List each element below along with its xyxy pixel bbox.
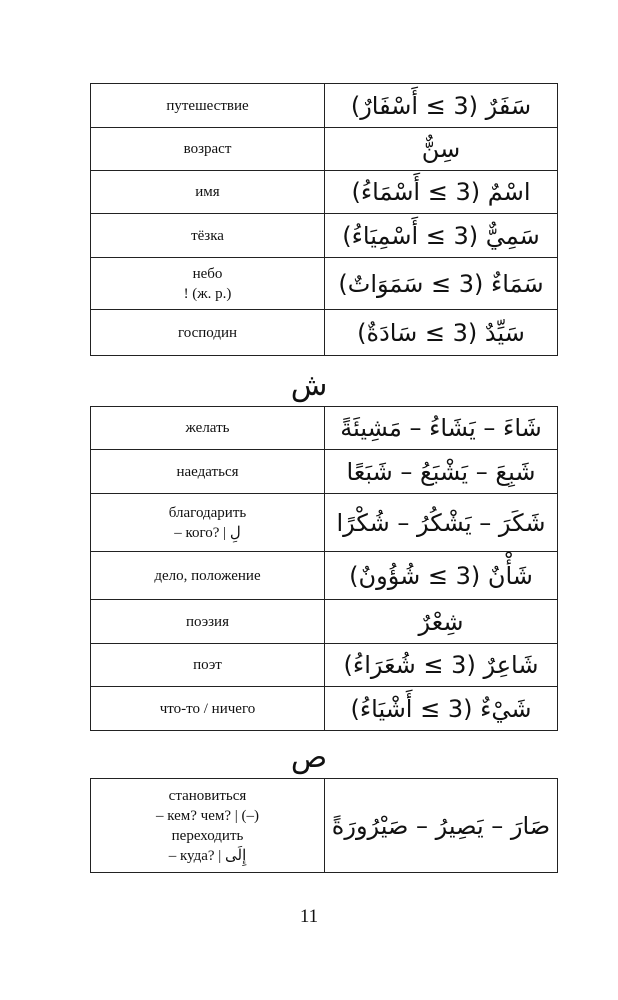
- table-row: [91, 407, 558, 450]
- russian-text: – кем? чем? | (–): [155, 807, 260, 824]
- table-row: [91, 779, 558, 873]
- russian-cell: [91, 171, 325, 214]
- arabic-cell: شَاءَ – يَشَاءُ – مَشِيئَةً: [325, 407, 558, 450]
- arabic-cell: سَيِّدٌ (3 ≥ سَادَةٌ): [325, 310, 558, 356]
- table-row: [91, 687, 558, 731]
- russian-text: поэзия: [185, 613, 229, 630]
- russian-cell: [91, 214, 325, 258]
- vocab-table-shin: [90, 406, 558, 731]
- letter-heading-sad: ص: [290, 740, 328, 775]
- table-row: [91, 171, 558, 214]
- russian-cell: [91, 687, 325, 731]
- russian-cell: [91, 552, 325, 600]
- russian-cell: [91, 407, 325, 450]
- vocab-table-sin: [90, 83, 558, 356]
- arabic-cell: شَأْنٌ (3 ≥ شُؤُونٌ): [325, 552, 558, 600]
- russian-text: возраст: [183, 141, 232, 157]
- table-row: [91, 552, 558, 600]
- table-row: [91, 84, 558, 128]
- russian-text: господин: [177, 324, 238, 341]
- table-row: [91, 214, 558, 258]
- russian-cell: [91, 258, 325, 310]
- arabic-cell: شَاعِرٌ (3 ≥ شُعَرَاءُ): [325, 644, 558, 687]
- russian-text: – куда? | إِلَى: [168, 847, 247, 864]
- russian-cell: [91, 600, 325, 644]
- arabic-cell: شِعْرٌ: [325, 600, 558, 644]
- russian-text: переходить: [171, 827, 244, 844]
- table-row: [91, 600, 558, 644]
- russian-text: наедаться: [176, 463, 239, 480]
- russian-cell: [91, 494, 325, 552]
- russian-text: тёзка: [191, 227, 224, 244]
- arabic-cell: سِنٌّ: [325, 128, 558, 171]
- russian-cell: [91, 779, 325, 873]
- russian-text: что-то / ничего: [159, 700, 256, 717]
- arabic-cell: اسْمٌ (3 ≥ أَسْمَاءُ): [325, 171, 558, 214]
- russian-text: дело, положение: [154, 567, 261, 584]
- page-number: 11: [299, 906, 319, 927]
- table-row: [91, 128, 558, 171]
- arabic-cell: شَكَرَ – يَشْكُرُ – شُكْرًا: [325, 494, 558, 552]
- table-row: [91, 310, 558, 356]
- table-row: [91, 258, 558, 310]
- russian-cell: [91, 450, 325, 494]
- table-row: [91, 450, 558, 494]
- russian-cell: [91, 310, 325, 356]
- russian-text: – кого? | لِ: [174, 524, 241, 541]
- arabic-cell: سَمَاءٌ (3 ≥ سَمَوَاتٌ): [325, 258, 558, 310]
- russian-text: небо: [192, 265, 223, 282]
- arabic-cell: سَمِيٌّ (3 ≥ أَسْمِيَاءُ): [325, 214, 558, 258]
- russian-text: благодарить: [168, 504, 247, 521]
- table-row: [91, 494, 558, 552]
- arabic-cell: شَيْءٌ (3 ≥ أَشْيَاءُ): [325, 687, 558, 731]
- russian-cell: [91, 644, 325, 687]
- russian-text: желать: [185, 420, 230, 436]
- vocab-table-sad: [90, 778, 558, 873]
- russian-cell: [91, 128, 325, 171]
- russian-text: поэт: [193, 657, 222, 673]
- russian-text: путешествие: [166, 97, 249, 114]
- letter-heading-shin: ش: [290, 368, 328, 403]
- arabic-cell: صَارَ – يَصِيرُ – صَيْرُورَةً: [325, 779, 558, 873]
- arabic-cell: شَبِعَ – يَشْبَعُ – شَبَعًا: [325, 450, 558, 494]
- russian-text: ! (ж. р.): [183, 285, 232, 302]
- russian-text: имя: [195, 184, 220, 200]
- arabic-cell: سَفَرٌ (3 ≥ أَسْفَارٌ): [325, 84, 558, 128]
- russian-cell: [91, 84, 325, 128]
- russian-text: становиться: [168, 787, 247, 804]
- table-row: [91, 644, 558, 687]
